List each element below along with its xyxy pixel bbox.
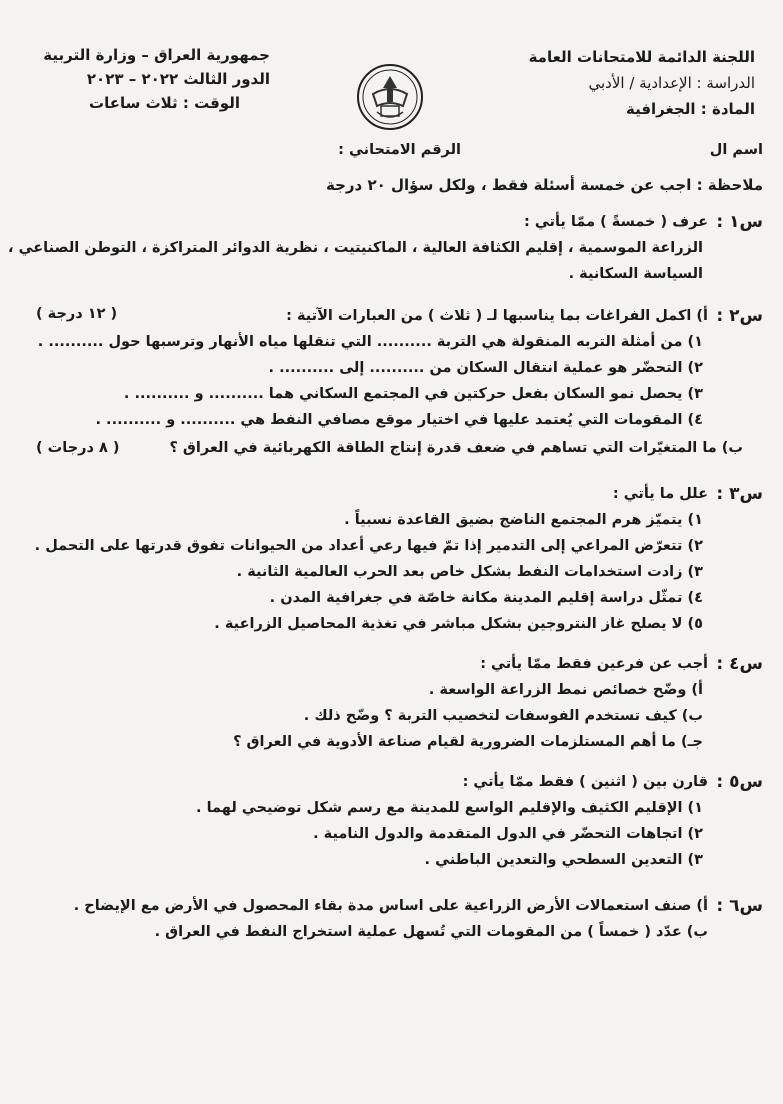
q3-line: علل ما يأتي : — [612, 486, 708, 502]
header-time: الوقت : ثلاث ساعات — [89, 94, 240, 112]
q3-line: ١) يتميّز هرم المجتمع الناضج بضيق القاعدة نسبياً . — [344, 512, 703, 528]
q2-marks-b: ( ٨ درجات ) — [36, 440, 120, 456]
q1-line: السياسة السكانية . — [568, 266, 703, 282]
q3-line: ٣) زادت استخدامات النفط بشكل خاص بعد الحرب العالمية الثانية . — [236, 564, 703, 580]
header-committee: اللجنة الدائمة للامتحانات العامة — [528, 48, 755, 66]
q2-line: ٢) التحضّر هو عملية انتقال السكان من .......... إلى .......... . — [268, 360, 703, 376]
iraq-emblem-seal-icon — [355, 62, 425, 132]
q5-line: ٣) التعدين السطحي والتعدين الباطني . — [424, 852, 703, 868]
question-5-number: س٥ : — [716, 772, 763, 792]
q2-marks-a: ( ١٢ درجة ) — [36, 306, 118, 322]
q4-line: أجب عن فرعين فقط ممّا يأتي : — [480, 656, 708, 672]
question-2-number: س٢ : — [716, 306, 763, 326]
q6-line: أ) صنف استعمالات الأرض الزراعية على اساس مدة بقاء المحصول في الأرض مع الإيضاح . — [73, 898, 708, 914]
header-study: الدراسة : الإعدادية / الأدبي — [588, 74, 755, 92]
q2-line: ٤) المقومات التي يُعتمد عليها في اختيار موقع مصافي النفط هي .......... و .......... . — [95, 412, 703, 428]
q5-line: ٢) اتجاهات التحضّر في الدول المتقدمة والدول النامية . — [313, 826, 703, 842]
q6-line: ب) عدّد ( خمساً ) من المقومات التي تُسهل عملية استخراج النفط في العراق . — [154, 924, 708, 940]
exam-number-label: الرقم الامتحاني : — [338, 142, 461, 158]
q4-line: ب) كيف تستخدم الفوسفات لتخصيب التربة ؟ وضّح ذلك . — [303, 708, 703, 724]
q4-line: جـ) ما أهم المستلزمات الضرورية لقيام صناعة الأدوية في العراق ؟ — [233, 734, 703, 750]
q5-line: ١) الإقليم الكثيف والإقليم الواسع للمدينة مع رسم شكل توضيحي لهما . — [196, 800, 703, 816]
q3-line: ٢) تتعرّض المراعي إلى التدمير إذا تمّ فيها رعي أعداد من الحيوانات تفوق قدرتها على التحمل . — [34, 538, 703, 554]
q2-line: أ) اكمل الفراغات بما يناسبها لـ ( ثلاث ) من العبارات الآتية : — [286, 308, 708, 324]
question-3-number: س٣ : — [716, 484, 763, 504]
q4-line: أ) وضّح خصائص نمط الزراعة الواسعة . — [428, 682, 703, 698]
q5-line: قارن بين ( اثنين ) فقط ممّا يأتي : — [462, 774, 708, 790]
exam-note: ملاحظة : اجب عن خمسة أسئلة فقط ، ولكل سؤال ٢٠ درجة — [326, 176, 763, 194]
q2-line: ب) ما المتغيّرات التي تساهم في ضعف قدرة إنتاج الطاقة الكهربائية في العراق ؟ — [169, 440, 743, 456]
q3-line: ٤) تمثّل دراسة إقليم المدينة مكانة خاصّة في جغرافية المدن . — [269, 590, 703, 606]
q1-line: عرف ( خمسةً ) ممّا يأتي : — [524, 214, 708, 230]
question-6-number: س٦ : — [716, 896, 763, 916]
q2-line: ١) من أمثلة التربه المنقولة هي التربة .......... التي تنقلها مياه الأنهار وترسبها حول .......... . — [37, 334, 703, 350]
q3-line: ٥) لا يصلح غاز النتروجين بشكل مباشر في تغذية المحاصيل الزراعية . — [214, 616, 703, 632]
q2-line: ٣) يحصل نمو السكان بفعل حركتين في المجتمع السكاني هما .......... و .......... . — [123, 386, 703, 402]
question-4-number: س٤ : — [716, 654, 763, 674]
header-session: الدور الثالث ٢٠٢٢ – ٢٠٢٣ — [86, 70, 270, 88]
question-1-number: س١ : — [716, 212, 763, 232]
student-name-label: اسم ال — [709, 142, 763, 158]
q1-line: الزراعة الموسمية ، إقليم الكثافة العالية ، الماكنيتيت ، نظرية الدوائر المتراكزة ، التوطن الصناعي ، — [8, 240, 703, 256]
header-subject: المادة : الجغرافية — [625, 100, 755, 118]
header-ministry: جمهورية العراق – وزارة التربية — [43, 46, 270, 64]
